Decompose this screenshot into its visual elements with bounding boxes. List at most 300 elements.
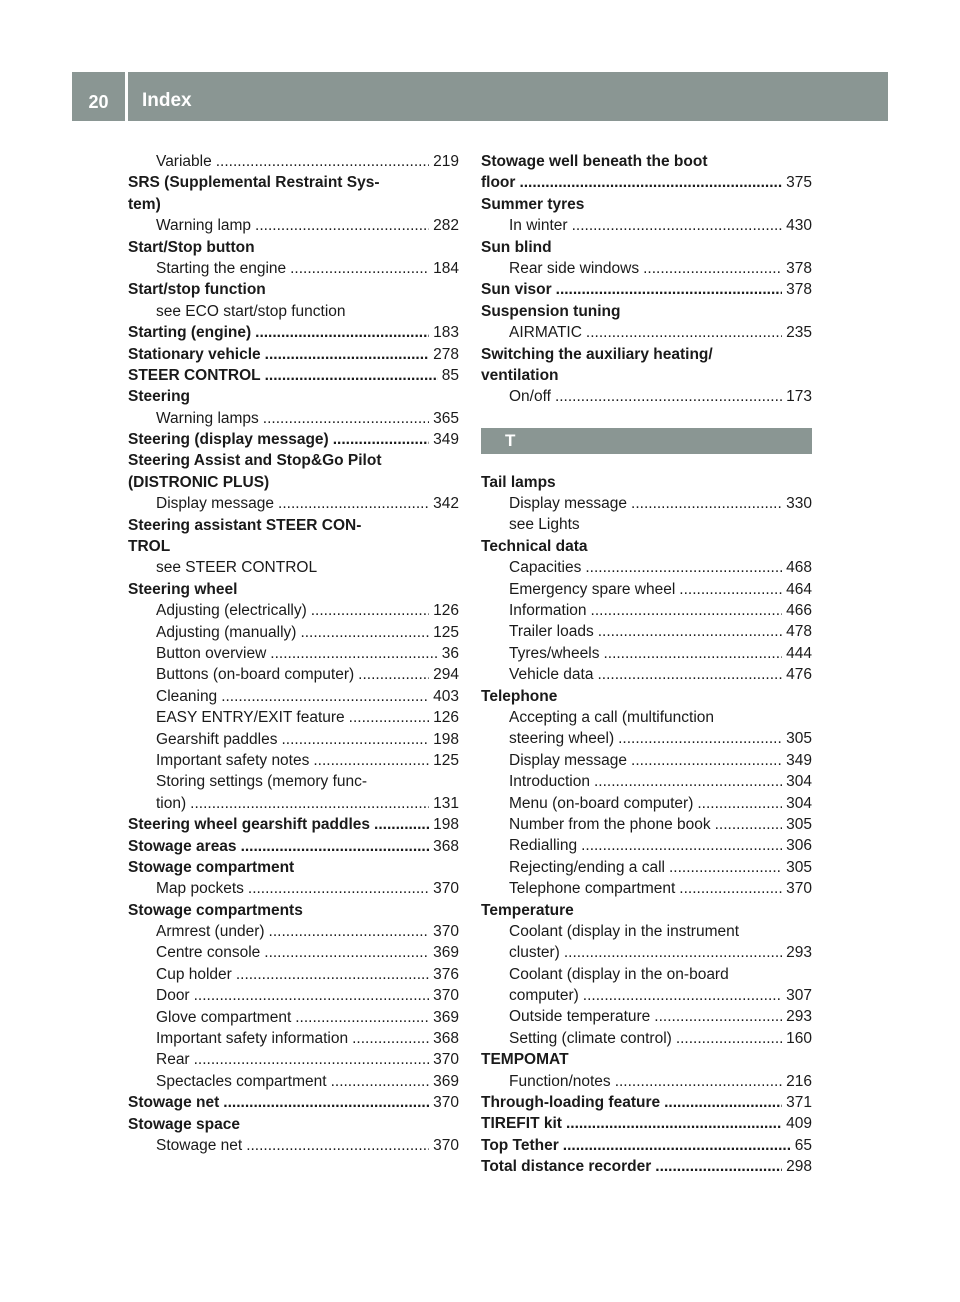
entry-text: ventilation: [481, 366, 559, 384]
dot-leader: [194, 985, 430, 1006]
dot-leader: [586, 322, 782, 343]
entry-text: Through-loading feature: [481, 1094, 661, 1112]
dot-leader: [664, 1092, 782, 1113]
page-reference: 342: [433, 495, 459, 513]
entry-text: Start/stop function: [128, 281, 266, 299]
index-subentry: [481, 771, 812, 792]
header-divider: [125, 72, 128, 121]
index-entry: [128, 237, 459, 258]
index-column-left: [128, 151, 459, 1156]
page-reference: 349: [433, 431, 459, 449]
page-reference: 306: [786, 837, 812, 855]
dot-leader: [265, 365, 438, 386]
index-entry: [128, 900, 459, 921]
index-subentry: [128, 878, 459, 899]
entry-text: Stowage net: [156, 1136, 243, 1154]
dot-leader: [715, 814, 783, 835]
index-entry: [481, 1135, 812, 1156]
index-entry: [481, 900, 812, 921]
index-entry: [481, 365, 812, 386]
dot-leader: [221, 686, 429, 707]
index-entry: [481, 1092, 812, 1113]
page-reference: 378: [786, 259, 812, 277]
index-subentry: [128, 985, 459, 1006]
entry-text: Steering Assist and Stop&Go Pilot: [128, 452, 382, 470]
entry-text: Stowage compartment: [128, 858, 295, 876]
entry-text: Technical data: [481, 537, 588, 555]
letter-divider-label: T: [505, 430, 516, 450]
page-reference: 219: [433, 153, 459, 170]
index-entry: [128, 472, 459, 493]
entry-text: Tyres/wheels: [509, 644, 600, 662]
entry-text: computer): [509, 987, 579, 1005]
entry-text: STEER CONTROL: [128, 366, 261, 384]
dot-leader: [313, 750, 429, 771]
page-reference: 173: [786, 388, 812, 406]
index-entry: [481, 1049, 812, 1070]
dot-leader: [311, 600, 429, 621]
entry-text: Warning lamp: [156, 217, 252, 235]
entry-text: Display message: [509, 751, 628, 769]
page-reference: 464: [786, 580, 812, 598]
index-entry: [481, 344, 812, 365]
page-reference: 278: [433, 345, 459, 363]
page-reference: 369: [433, 944, 459, 962]
entry-text: Setting (climate control): [509, 1029, 672, 1047]
dot-leader: [594, 771, 782, 792]
index-entry: [128, 386, 459, 407]
dot-leader: [597, 664, 782, 685]
entry-text: tem): [128, 195, 161, 213]
page-reference: 403: [433, 687, 459, 705]
index-entry: [128, 579, 459, 600]
dot-leader: [295, 1007, 429, 1028]
page-reference: 369: [433, 1008, 459, 1026]
entry-text: On/off: [509, 388, 551, 406]
index-subentry: [481, 793, 812, 814]
page-reference: 370: [433, 880, 459, 898]
entry-text: AIRMATIC: [509, 324, 582, 342]
entry-text: Number from the phone book: [509, 815, 711, 833]
index-entry: [128, 536, 459, 557]
index-subentry: [481, 664, 812, 685]
index-entry: [128, 814, 459, 835]
dot-leader: [643, 258, 782, 279]
page-reference: 368: [433, 837, 459, 855]
entry-text: Glove compartment: [156, 1008, 292, 1026]
index-entry: [128, 322, 459, 343]
dot-leader: [331, 1071, 430, 1092]
page-reference: 370: [786, 880, 812, 898]
dot-leader: [352, 1028, 429, 1049]
dot-leader: [631, 493, 782, 514]
dot-leader: [300, 622, 429, 643]
entry-text: Armrest (under): [156, 923, 265, 941]
index-subentry: [481, 878, 812, 899]
entry-text: Important safety notes: [156, 751, 310, 769]
entry-text: Start/Stop button: [128, 238, 255, 256]
dot-leader: [583, 985, 782, 1006]
entry-text: EASY ENTRY/EXIT feature: [156, 709, 345, 727]
index-subentry: [481, 386, 812, 407]
entry-text: (DISTRONIC PLUS): [128, 473, 270, 491]
entry-text: Capacities: [509, 559, 582, 577]
index-group-t: [481, 472, 812, 1178]
index-subentry: [128, 729, 459, 750]
entry-text: Suspension tuning: [481, 302, 621, 320]
dot-leader: [655, 1156, 782, 1177]
index-entry: [481, 237, 812, 258]
entry-text: Telephone compartment: [509, 880, 676, 898]
entry-text: see Lights: [509, 516, 580, 534]
page-reference: 125: [433, 751, 459, 769]
dot-leader: [631, 750, 782, 771]
index-entry: [481, 279, 812, 300]
dot-leader: [269, 921, 430, 942]
entry-text: Stowage net: [128, 1094, 220, 1112]
index-subentry: [128, 1028, 459, 1049]
page-reference: 125: [433, 623, 459, 641]
entry-text: Accepting a call (multifunction: [509, 708, 715, 726]
index-entry: [481, 472, 812, 493]
entry-text: cluster): [509, 944, 560, 962]
page-reference: 294: [433, 666, 459, 684]
dot-leader: [290, 258, 429, 279]
entry-text: Adjusting (electrically): [156, 602, 307, 620]
dot-leader: [255, 322, 429, 343]
page-reference: 370: [433, 1136, 459, 1154]
entry-text: Button overview: [156, 644, 267, 662]
dot-leader: [519, 172, 782, 193]
page-reference: 126: [433, 602, 459, 620]
page-reference: 370: [433, 923, 459, 941]
dot-leader: [248, 878, 429, 899]
dot-leader: [264, 942, 429, 963]
dot-leader: [374, 814, 429, 835]
index-entry: [128, 172, 459, 193]
index-subentry: [128, 151, 459, 172]
page-reference: 304: [786, 794, 812, 812]
entry-text: Rear: [156, 1051, 190, 1069]
index-subentry: [128, 707, 459, 728]
page-reference: 36: [441, 644, 459, 662]
entry-text: Stowage areas: [128, 837, 237, 855]
index-subentry: [128, 1135, 459, 1156]
page-reference: 131: [433, 794, 459, 812]
entry-text: Important safety information: [156, 1030, 349, 1048]
page-reference: 476: [786, 666, 812, 684]
index-entry: [481, 301, 812, 322]
dot-leader: [566, 1113, 782, 1134]
index-subentry: [128, 771, 459, 792]
entry-text: Cup holder: [156, 965, 232, 983]
entry-text: TROL: [128, 538, 171, 556]
index-entry: [481, 151, 812, 172]
entry-text: tion): [156, 794, 187, 812]
dot-leader: [263, 408, 429, 429]
page-header: [72, 72, 888, 121]
index-entry: [128, 836, 459, 857]
page-reference: 293: [786, 944, 812, 962]
entry-text: Map pockets: [156, 880, 244, 898]
page-reference: 368: [433, 1030, 459, 1048]
page-reference: 305: [786, 858, 812, 876]
index-subentry: [128, 258, 459, 279]
index-entry: [128, 857, 459, 878]
index-entry: [128, 279, 459, 300]
page-reference: 305: [786, 730, 812, 748]
page-reference: 307: [786, 987, 812, 1005]
index-entry: [481, 172, 812, 193]
dot-leader: [194, 1049, 430, 1070]
page-reference: 298: [786, 1158, 812, 1176]
dot-leader: [282, 729, 430, 750]
index-subentry: [128, 964, 459, 985]
entry-text: steering wheel): [509, 730, 615, 748]
index-subentry: [128, 622, 459, 643]
index-column-right: [481, 151, 812, 1178]
index-subentry: [481, 258, 812, 279]
index-subentry: [481, 643, 812, 664]
dot-leader: [585, 557, 782, 578]
index-subentry: [128, 1071, 459, 1092]
dot-leader: [676, 1028, 782, 1049]
page-reference: 466: [786, 602, 812, 620]
index-subentry: [128, 686, 459, 707]
entry-text: Steering: [128, 388, 191, 406]
index-entry: [128, 1114, 459, 1135]
page-reference: 409: [786, 1115, 812, 1133]
index-subentry: [481, 857, 812, 878]
page-reference: 293: [786, 1008, 812, 1026]
page-reference: 468: [786, 559, 812, 577]
index-entry: [128, 515, 459, 536]
index-subentry: [128, 215, 459, 236]
index-subentry: [128, 408, 459, 429]
letter-divider: [481, 428, 812, 454]
index-entry: [128, 1092, 459, 1113]
entry-text: Display message: [156, 495, 275, 513]
page-reference: 378: [786, 281, 812, 299]
dot-leader: [278, 493, 429, 514]
entry-text: Top Tether: [481, 1136, 559, 1154]
entry-text: SRS (Supplemental Restraint Sys-: [128, 174, 380, 192]
page-reference: 160: [786, 1029, 812, 1047]
index-entry: [481, 1113, 812, 1134]
dot-leader: [591, 600, 783, 621]
dot-leader: [697, 793, 782, 814]
index-subentry: [481, 600, 812, 621]
page-reference: 430: [786, 217, 812, 235]
dot-leader: [246, 1135, 429, 1156]
index-subentry: [128, 1007, 459, 1028]
page-reference: 375: [786, 174, 812, 192]
dot-leader: [564, 942, 782, 963]
index-subentry: [481, 750, 812, 771]
dot-leader: [358, 664, 429, 685]
index-subentry: [481, 964, 812, 985]
index-group-s: [481, 151, 812, 408]
page-reference: 305: [786, 815, 812, 833]
entry-text: Stationary vehicle: [128, 345, 261, 363]
index-entry: [481, 1156, 812, 1177]
index-subentry: [128, 664, 459, 685]
index-subentry: [128, 942, 459, 963]
page-reference: 183: [433, 324, 459, 342]
page-reference: 126: [433, 709, 459, 727]
entry-text: Tail lamps: [481, 473, 556, 491]
index-subentry: [128, 301, 459, 322]
dot-leader: [216, 151, 429, 172]
page-reference: 370: [433, 1094, 459, 1112]
dot-leader: [556, 279, 782, 300]
index-entry: [128, 194, 459, 215]
entry-text: Sun blind: [481, 238, 552, 256]
index-subentry: [481, 621, 812, 642]
index-subentry: [128, 643, 459, 664]
page-reference: 370: [433, 1051, 459, 1069]
dot-leader: [255, 215, 429, 236]
index-subentry: [128, 750, 459, 771]
index-entry: [481, 686, 812, 707]
entry-text: see ECO start/stop function: [156, 302, 346, 320]
index-subentry: [481, 707, 812, 728]
entry-text: Door: [156, 987, 190, 1005]
entry-text: Sun visor: [481, 281, 552, 299]
entry-text: Steering wheel: [128, 580, 238, 598]
index-subentry: [481, 579, 812, 600]
entry-text: Information: [509, 602, 587, 620]
dot-leader: [241, 836, 430, 857]
section-title: Index: [142, 90, 192, 111]
dot-leader: [333, 429, 429, 450]
entry-text: Switching the auxiliary heating/: [481, 345, 713, 363]
entry-text: TEMPOMAT: [481, 1051, 569, 1069]
dot-leader: [236, 964, 429, 985]
page-reference: 349: [786, 751, 812, 769]
index-subentry: [481, 728, 812, 749]
page-reference: 184: [433, 259, 459, 277]
page-reference: 478: [786, 623, 812, 641]
dot-leader: [190, 793, 429, 814]
dot-leader: [618, 728, 782, 749]
index-entry: [128, 344, 459, 365]
entry-text: Storing settings (memory func-: [156, 773, 368, 791]
page-reference: 330: [786, 495, 812, 513]
dot-leader: [679, 878, 782, 899]
entry-text: In winter: [509, 217, 568, 235]
page-reference: 198: [433, 730, 459, 748]
index-subentry: [481, 942, 812, 963]
dot-leader: [581, 835, 782, 856]
entry-text: Trailer loads: [509, 623, 594, 641]
page-reference: 369: [433, 1072, 459, 1090]
dot-leader: [555, 386, 782, 407]
entry-text: Warning lamps: [156, 409, 259, 427]
entry-text: Introduction: [509, 773, 590, 791]
dot-leader: [679, 579, 782, 600]
dot-leader: [563, 1135, 791, 1156]
index-subentry: [128, 493, 459, 514]
index-subentry: [481, 493, 812, 514]
entry-text: Adjusting (manually): [156, 623, 297, 641]
index-subentry: [481, 835, 812, 856]
index-subentry: [481, 814, 812, 835]
index-entry: [128, 429, 459, 450]
index-subentry: [481, 514, 812, 535]
entry-text: Vehicle data: [509, 666, 594, 684]
dot-leader: [603, 643, 782, 664]
dot-leader: [223, 1092, 429, 1113]
dot-leader: [270, 643, 437, 664]
entry-text: Display message: [509, 495, 628, 513]
entry-text: TIREFIT kit: [481, 1115, 562, 1133]
page-reference: 235: [786, 324, 812, 342]
index-subentry: [128, 921, 459, 942]
index-subentry: [128, 793, 459, 814]
entry-text: Stowage compartments: [128, 901, 303, 919]
entry-text: Steering wheel gearshift paddles: [128, 816, 371, 834]
page-reference: 444: [786, 644, 812, 662]
entry-text: Steering (display message): [128, 431, 329, 449]
dot-leader: [572, 215, 783, 236]
entry-text: Starting the engine: [156, 259, 287, 277]
entry-text: Stowage well beneath the boot: [481, 153, 708, 170]
index-subentry: [481, 1071, 812, 1092]
entry-text: Steering assistant STEER CON-: [128, 516, 362, 534]
page-reference: 376: [433, 965, 459, 983]
page-reference: 365: [433, 409, 459, 427]
page-number: 20: [88, 92, 109, 112]
entry-text: Coolant (display in the instrument: [509, 922, 740, 940]
index-subentry: [481, 1028, 812, 1049]
entry-text: Summer tyres: [481, 195, 585, 213]
index-subentry: [481, 921, 812, 942]
entry-text: Spectacles compartment: [156, 1072, 327, 1090]
dot-leader: [598, 621, 782, 642]
index-entry: [481, 536, 812, 557]
dot-leader: [615, 1071, 782, 1092]
entry-text: Outside temperature: [509, 1008, 651, 1026]
index-entry: [128, 365, 459, 386]
page-reference: 371: [786, 1094, 812, 1112]
entry-text: Total distance recorder: [481, 1158, 652, 1176]
page-reference: 304: [786, 773, 812, 791]
page-reference: 85: [441, 366, 459, 384]
index-subentry: [128, 1049, 459, 1070]
page-reference: 216: [786, 1072, 812, 1090]
dot-leader: [654, 1006, 782, 1027]
index-subentry: [481, 1006, 812, 1027]
dot-leader: [669, 857, 782, 878]
entry-text: Cleaning: [156, 687, 218, 705]
entry-text: Redialling: [509, 837, 578, 855]
entry-text: Coolant (display in the on-board: [509, 965, 729, 983]
dot-leader: [349, 707, 429, 728]
index-entry: [128, 450, 459, 471]
entry-text: Rear side windows: [509, 259, 640, 277]
index-subentry: [481, 557, 812, 578]
dot-leader: [265, 344, 429, 365]
page-reference: 198: [433, 816, 459, 834]
entry-text: Telephone: [481, 687, 558, 705]
index-subentry: [128, 557, 459, 578]
page-reference: 282: [433, 217, 459, 235]
index-subentry: [481, 322, 812, 343]
entry-text: Variable: [156, 153, 212, 170]
entry-text: Emergency spare wheel: [509, 580, 676, 598]
entry-text: Temperature: [481, 901, 574, 919]
